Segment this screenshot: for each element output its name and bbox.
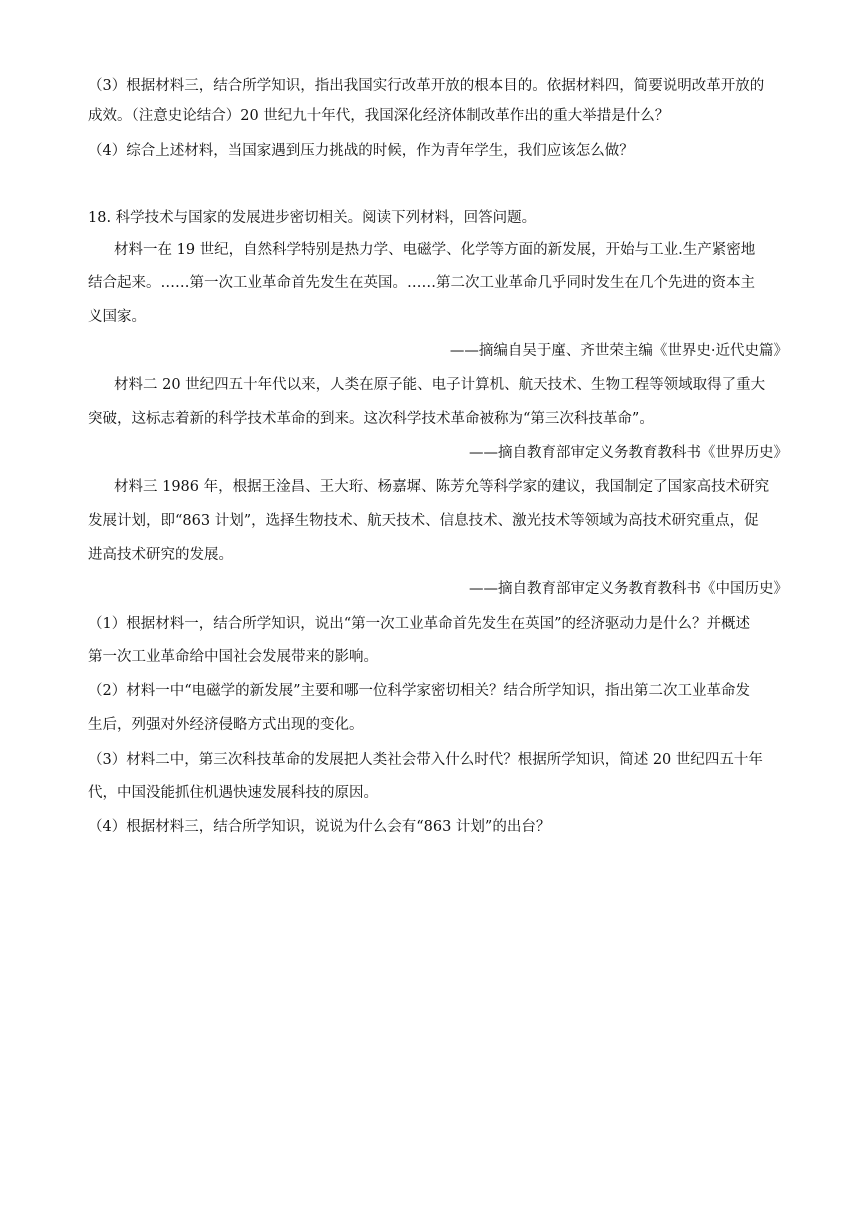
sub-question-1-line1: （1）根据材料一，结合所学知识，说出“第一次工业革命首先发生在英国”的经济驱动力是什么？并概述 [88, 616, 751, 632]
sub-question-2-line1: （2）材料一中“电磁学的新发展”主要和哪一位科学家密切相关？结合所学知识，指出第二次工业革命发 [88, 683, 751, 699]
sub-question-4: （4）根据材料三，结合所学知识，说说为什么会有“863 计划”的出台？ [88, 819, 551, 835]
sub-question-2-line2: 生后，列强对外经济侵略方式出现的变化。 [88, 717, 364, 733]
sub-question-3-line2: 代，中国没能抓住机遇快速发展科技的原因。 [88, 785, 378, 801]
material-3-line2: 发展计划，即“863 计划”，选择生物技术、航天技术、信息技术、激光技术等领域为高技术研究重点，促 [88, 513, 759, 529]
material-2-line2: 突破，这标志着新的科学技术革命的到来。这次科学技术革命被称为“第三次科技革命”。 [88, 411, 654, 427]
material-1-line3: 义国家。 [88, 309, 146, 325]
material-1-source: ——摘编自吴于廑、齐世荣主编《世界史·近代史篇》 [449, 343, 788, 359]
material-3-line3: 进高技术研究的发展。 [88, 547, 233, 563]
material-2-source: ——摘自教育部审定义务教育教科书《世界历史》 [469, 445, 788, 461]
prev-q3-line2: 成效。（注意史论结合）20 世纪九十年代，我国深化经济体制改革作出的重大举措是什么？ [88, 108, 670, 124]
material-1-line1: 材料一在 19 世纪，自然科学特别是热力学、电磁学、化学等方面的新发展，开始与工业.生产紧密地 [114, 242, 756, 258]
material-1-line2: 结合起来。……第一次工业革命首先发生在英国。……第二次工业革命几乎同时发生在几个先进的资本主 [88, 275, 755, 291]
material-3-line1: 材料三 1986 年，根据王淦昌、王大珩、杨嘉墀、陈芳允等科学家的建议，我国制定了国家高技术研究 [114, 479, 770, 495]
prev-q3-line1: （3）根据材料三，结合所学知识，指出我国实行改革开放的根本目的。依据材料四，简要说明改革开放的 [88, 78, 765, 94]
prev-q4: （4）综合上述材料，当国家遇到压力挑战的时候，作为青年学生，我们应该怎么做？ [88, 143, 634, 159]
question-18-stem: 18. 科学技术与国家的发展进步密切相关。阅读下列材料，回答问题。 [88, 210, 537, 226]
sub-question-1-line2: 第一次工业革命给中国社会发展带来的影响。 [88, 649, 378, 665]
sub-question-3-line1: （3）材料二中，第三次科技革命的发展把人类社会带入什么时代？根据所学知识，简述 20 世纪四五十年 [88, 752, 763, 768]
material-2-line1: 材料二 20 世纪四五十年代以来，人类在原子能、电子计算机、航天技术、生物工程等领域取得了重大 [114, 377, 766, 393]
material-3-source: ——摘自教育部审定义务教育教科书《中国历史》 [469, 581, 788, 597]
